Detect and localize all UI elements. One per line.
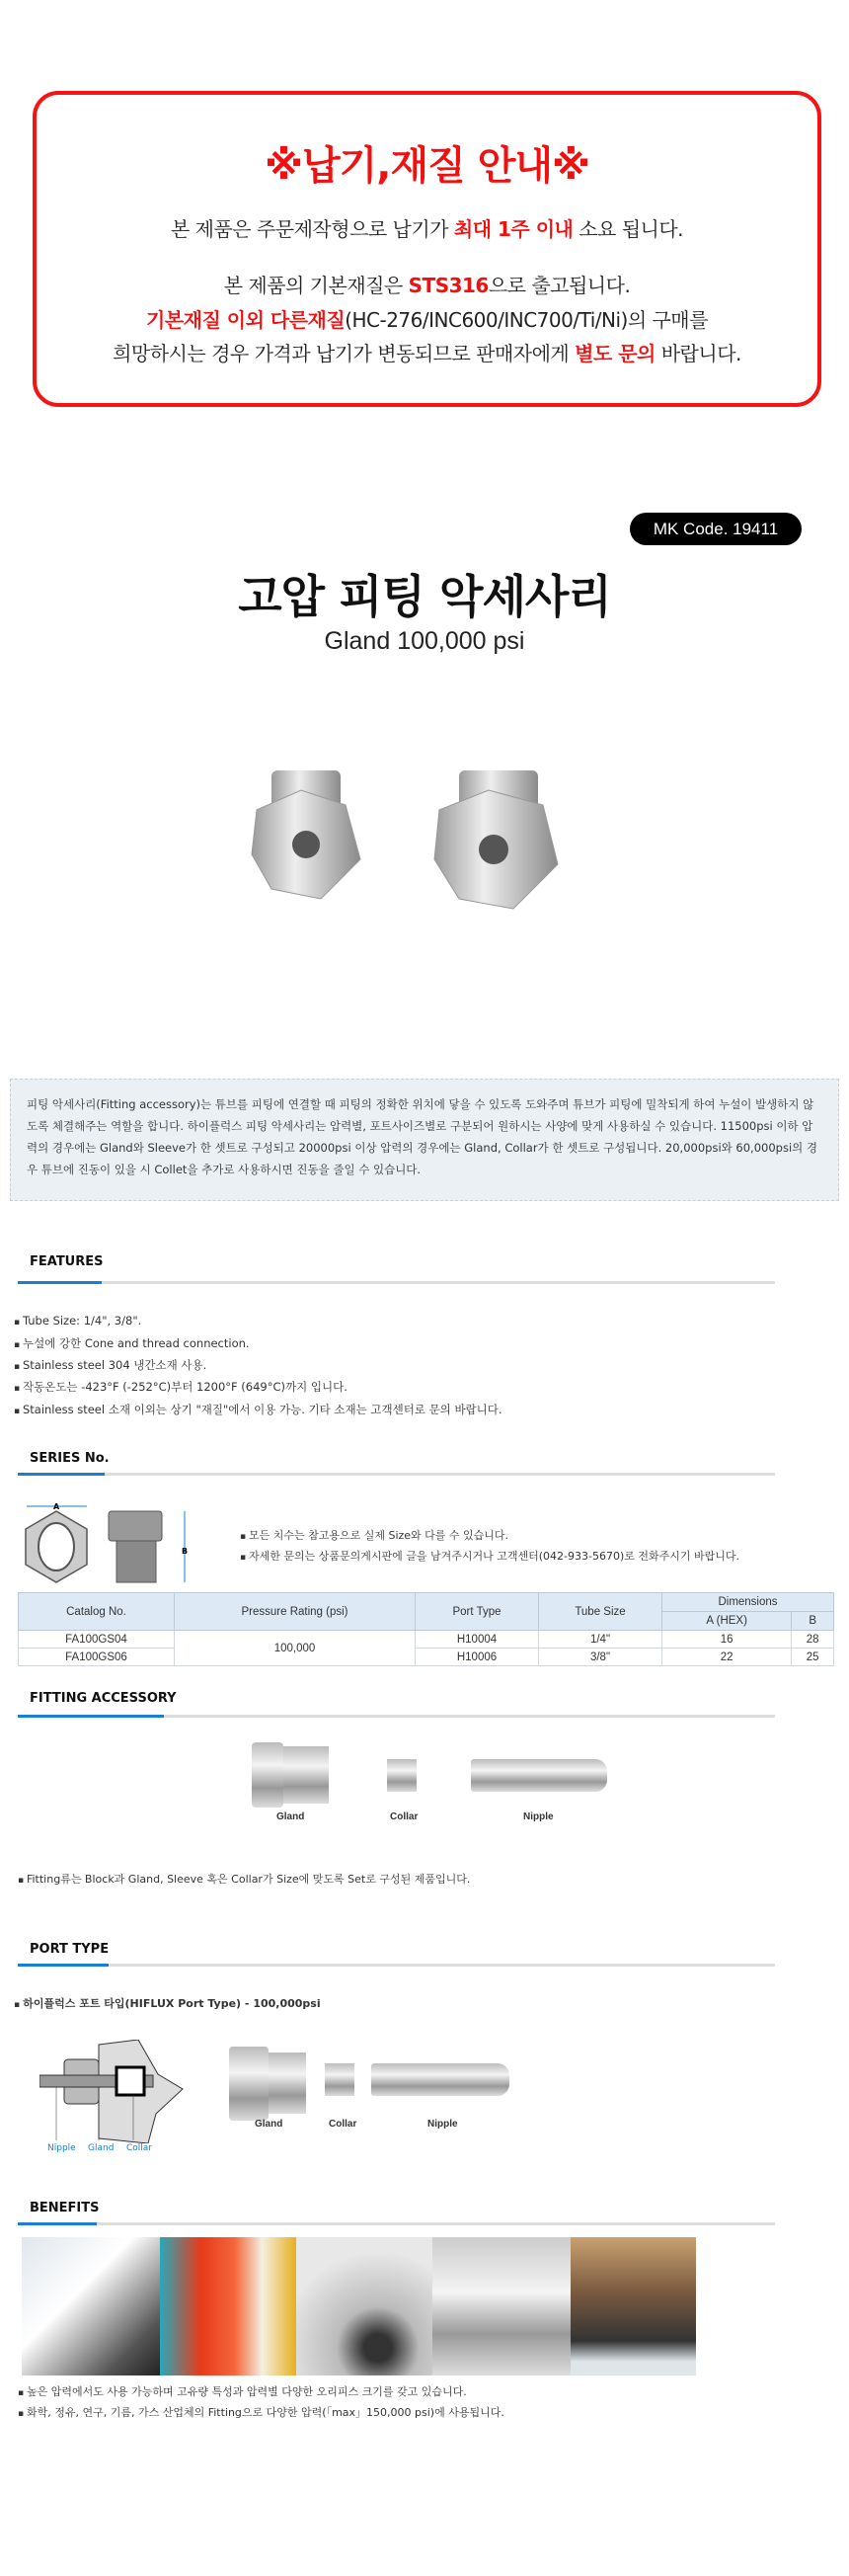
benefits-heading: BENEFITS xyxy=(30,2201,100,2215)
series-note: ▪ 자세한 문의는 상품문의게시판에 글을 남겨주시거나 고객센터(042-933-5670)로 전화주시기 바랍니다. xyxy=(240,1548,739,1564)
cell-port: H10004 xyxy=(416,1631,539,1649)
cell-b: 28 xyxy=(792,1631,834,1649)
benefit-photo-lab xyxy=(22,2237,160,2375)
nipple-label: Nipple xyxy=(427,2119,458,2130)
gland-thread-image xyxy=(283,1746,329,1804)
cell-catalog: FA100GS04 xyxy=(19,1631,175,1649)
col-port: Port Type xyxy=(416,1593,539,1631)
product-title: 고압 피팅 악세사리 xyxy=(238,570,611,623)
feature-item: ▪ 누설에 강한 Cone and thread connection. xyxy=(14,1335,250,1351)
table-row xyxy=(19,1649,834,1666)
notice-line xyxy=(37,304,817,333)
highlight: 최대 1주 이내 xyxy=(453,217,574,241)
cell-b: 25 xyxy=(792,1649,834,1666)
gland-label: Gland xyxy=(276,1811,305,1822)
collar-label: Collar xyxy=(329,2119,357,2130)
nipple-image xyxy=(371,2063,509,2096)
feature-item: ▪ Stainless steel 소재 이외는 상기 "재질"에서 이용 가능. 기타 소재는 고객센터로 문의 바랍니다. xyxy=(14,1402,502,1417)
text: 소요 됩니다. xyxy=(573,217,684,241)
fitting-note: ▪ Fitting류는 Block과 Gland, Sleeve 혹은 Collar가 Size에 맞도록 Set로 구성된 제품입니다. xyxy=(18,1871,470,1887)
gland-image xyxy=(229,2047,269,2121)
notice-line xyxy=(37,270,817,298)
collar-image xyxy=(387,1759,417,1792)
collar-image xyxy=(325,2063,354,2096)
benefit-photo-oil-rig xyxy=(571,2237,696,2375)
text: 으로 출고됩니다. xyxy=(488,274,631,297)
section-divider xyxy=(18,1281,775,1284)
port-note: ▪ 하이플럭스 포트 타입(HIFLUX Port Type) - 100,000psi xyxy=(14,1995,321,2011)
benefit-item: ▪ 화학, 정유, 연구, 기름, 가스 산업체의 Fitting으로 다양한 압력(「max」150,000 psi)에 사용됩니다. xyxy=(18,2404,504,2420)
feature-item: ▪ 작동온도는 -423°F (-252°C)부터 1200°F (649°C)까지 입니다. xyxy=(14,1379,347,1395)
dim-b-label: B xyxy=(182,1547,189,1556)
col-catalog: Catalog No. xyxy=(19,1593,175,1631)
port-heading: PORT TYPE xyxy=(30,1942,110,1957)
text: 본 제품은 주문제작형으로 납기가 xyxy=(170,217,454,241)
diagram-collar-label: Collar xyxy=(126,2143,153,2153)
notice-box xyxy=(33,91,821,407)
gland-label: Gland xyxy=(255,2119,283,2130)
nipple-label: Nipple xyxy=(523,1811,554,1822)
gland-thread-image xyxy=(269,2053,306,2114)
table-row xyxy=(19,1631,834,1649)
highlight: 기본재질 이외 다른재질 xyxy=(146,308,346,332)
series-table xyxy=(18,1592,834,1666)
cell-tube: 3/8" xyxy=(539,1649,662,1666)
benefit-photo-pipes xyxy=(432,2237,571,2375)
col-pressure: Pressure Rating (psi) xyxy=(175,1593,416,1631)
cell-tube: 1/4" xyxy=(539,1631,662,1649)
fitting-heading: FITTING ACCESSORY xyxy=(30,1691,177,1706)
notice-line xyxy=(37,338,817,366)
cell-a: 22 xyxy=(662,1649,792,1666)
text: (HC-276/INC600/INC700/Ti/Ni)의 구매를 xyxy=(345,308,708,332)
col-a: A (HEX) xyxy=(662,1612,792,1631)
col-tube: Tube Size xyxy=(539,1593,662,1631)
mk-code-badge: MK Code. 19411 xyxy=(630,513,802,545)
section-divider xyxy=(18,1964,775,1967)
collar-label: Collar xyxy=(390,1811,419,1822)
text: 본 제품의 기본재질은 xyxy=(223,274,409,297)
description-box: 피팅 악세사리(Fitting accessory)는 튜브를 피팅에 연결할 때 피팅의 정확한 위치에 닿을 수 있도록 도와주며 튜브가 피팅에 밀착되게 하여 누설이 발생하지 않도록 체결해주는 역할을 합니다. 하이플럭스 피팅 악세사리는 압력별, 포트사이즈별로 구분되어 원하시는 사양에 맞게 사용하실 수 있습니다. 11500psi 이하 압력의 경우에는 Gland와 Sleeve가 한 셋트로 구성되고 20000psi 이상 압력의 경우에는 Gland, Collar가 한 셋트로 구성됩니다. 20,000psi와 60,000psi의 경우 튜브에 진동이 있을 시 Collet을 추가로 사용하시면 진동을 줄일 수 있습니다. xyxy=(10,1079,839,1201)
cell-port: H10006 xyxy=(416,1649,539,1666)
diagram-nipple-label: Nipple xyxy=(47,2143,76,2153)
gland-image xyxy=(252,1742,283,1808)
feature-item: ▪ Tube Size: 1/4", 3/8". xyxy=(14,1314,141,1328)
dimension-diagram xyxy=(20,1499,193,1586)
product-image xyxy=(247,751,612,928)
series-heading: SERIES No. xyxy=(30,1451,110,1466)
cell-a: 16 xyxy=(662,1631,792,1649)
features-heading: FEATURES xyxy=(30,1254,104,1269)
col-b: B xyxy=(792,1612,834,1631)
benefit-photo-flask xyxy=(160,2237,296,2375)
dim-a-label: A xyxy=(53,1502,60,1511)
cell-catalog: FA100GS06 xyxy=(19,1649,175,1666)
diagram-gland-label: Gland xyxy=(88,2143,115,2153)
notice-title: ※납기,재질 안내※ xyxy=(265,143,589,189)
benefit-item: ▪ 높은 압력에서도 사용 가능하며 고유량 특성과 압력별 다양한 오리피스 크기를 갖고 있습니다. xyxy=(18,2383,467,2399)
benefit-photo-water xyxy=(296,2237,432,2375)
col-dimensions: Dimensions xyxy=(662,1593,834,1612)
notice-line xyxy=(37,213,817,242)
highlight: 별도 문의 xyxy=(575,342,656,365)
product-subtitle: Gland 100,000 psi xyxy=(324,627,525,655)
nipple-image xyxy=(471,1759,607,1792)
section-divider xyxy=(18,1715,775,1718)
text: 희망하시는 경우 가격과 납기가 변동되므로 판매자에게 xyxy=(113,342,576,365)
feature-item: ▪ Stainless steel 304 냉간소재 사용. xyxy=(14,1357,206,1373)
cell-pressure: 100,000 xyxy=(175,1631,416,1666)
text: 바랍니다. xyxy=(655,342,741,365)
highlight: STS316 xyxy=(408,274,489,297)
port-section-diagram xyxy=(39,2040,188,2143)
series-note: ▪ 모든 치수는 참고용으로 실제 Size와 다를 수 있습니다. xyxy=(240,1527,508,1543)
section-divider xyxy=(18,1473,775,1476)
section-divider xyxy=(18,2222,775,2225)
